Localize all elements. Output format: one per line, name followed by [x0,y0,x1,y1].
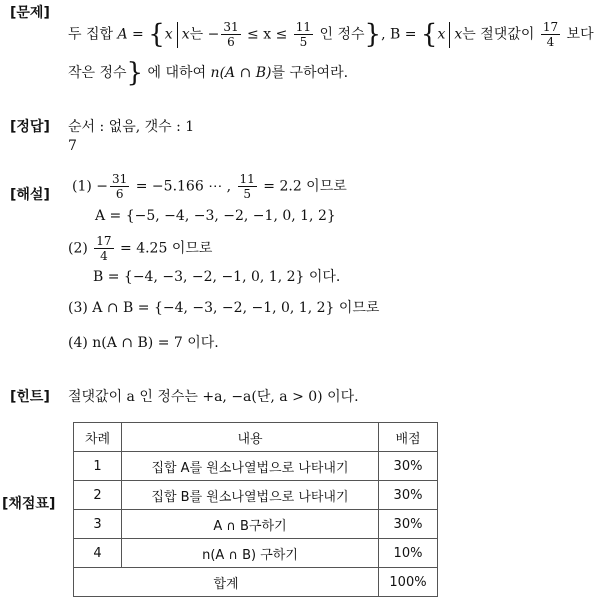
problem-line-1 [68,20,594,49]
left-brace: { [148,19,165,50]
row-number: 4 [74,539,122,568]
problem-label: [문제] [10,5,50,21]
solution-step-2 [68,234,212,263]
step-text: (1) − [72,178,109,195]
hint-text: 절댓값이 a 인 정수는 +a, −a(단, a > 0) 이다. [68,389,359,405]
step-text: = 4.25 이므로 [115,240,213,257]
row-number: 1 [74,452,122,481]
step-text: = 2.2 이므로 [258,178,347,195]
problem-text: 보다 [562,26,594,43]
row-score: 30% [379,481,438,510]
fraction: $\frac{11}{5}$ [295,20,312,49]
solution-step-4: (4) n(A ∩ B) = 7 이다. [68,335,219,351]
table-row [74,452,438,481]
var-x: x [437,26,446,43]
row-content: n(A ∩ B) 구하기 [122,539,379,568]
row-content: A ∩ B구하기 [122,510,379,539]
inequality: ≤ x ≤ [242,26,292,43]
row-score: 30% [379,510,438,539]
header-content: 내용 [122,423,379,452]
fraction: $\frac{17}{4}$ [542,20,559,49]
fraction: $\frac{17}{4}$ [96,234,112,263]
rubric-table [73,422,438,597]
hint-label: [힌트] [10,389,50,405]
set-a-symbol: A [117,26,128,43]
step-text: = −5.166 ⋯ , [131,178,236,195]
problem-text: 는 − [189,26,220,43]
row-content: 집합 A를 원소나열법으로 나타내기 [122,452,379,481]
rubric-label: [채점표] [2,496,56,512]
answer-label: [정답] [10,119,50,135]
fraction: $\frac{31}{6}$ [112,172,128,201]
problem-text: 는 절댓값이 [462,26,539,43]
table-total-row [74,568,438,597]
step-text: (2) [68,240,93,257]
row-score: 30% [379,452,438,481]
answer-line-2: 7 [68,138,77,154]
var-x: x [164,26,173,43]
var-x: x [454,26,463,43]
left-brace: { [420,19,438,50]
set-bar [449,22,450,48]
var-x: x [181,26,190,43]
problem-line-2 [68,60,348,86]
row-score: 10% [379,539,438,568]
problem-text: 두 집합 [68,26,118,43]
n-expression: n(A ∩ B) [210,65,272,81]
fraction: $\frac{11}{5}$ [239,172,255,201]
table-row [74,510,438,539]
total-score: 100% [379,568,438,597]
row-number: 3 [74,510,122,539]
problem-text: 작은 정수 [68,65,127,81]
row-number: 2 [74,481,122,510]
table-row [74,539,438,568]
problem-text: 에 대하여 [143,65,211,81]
total-label: 합계 [74,568,379,597]
right-brace: } [364,19,382,50]
problem-text: 를 구하여라. [271,65,349,81]
table-header-row [74,423,438,452]
solution-label: [해설] [10,187,50,203]
solution-step-1 [72,172,347,201]
set-bar [177,22,178,48]
header-score: 배점 [379,423,438,452]
solution-set-b: B = {−4, −3, −2, −1, 0, 1, 2} 이다. [93,269,341,285]
table-row [74,481,438,510]
header-order: 차례 [74,423,122,452]
problem-text: 인 정수 [315,26,365,43]
answer-line-1: 순서 : 없음, 갯수 : 1 [68,119,195,135]
solution-set-a: A = {−5, −4, −3, −2, −1, 0, 1, 2} [95,208,336,224]
set-b-def: , B = [381,26,421,43]
equals: = [127,26,149,43]
fraction: $\frac{31}{6}$ [223,20,239,49]
solution-step-3: (3) A ∩ B = {−4, −3, −2, −1, 0, 1, 2} 이므로 [68,300,380,316]
row-content: 집합 B를 원소나열법으로 나타내기 [122,481,379,510]
right-brace: } [126,58,144,88]
